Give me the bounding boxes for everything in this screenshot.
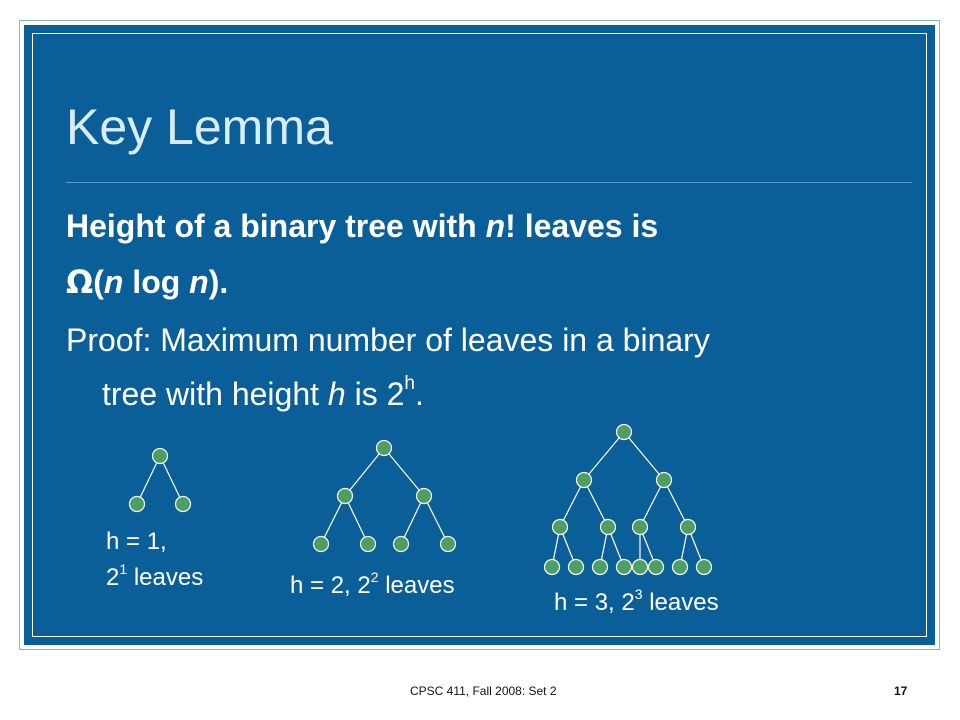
tree-node [314, 537, 329, 552]
label-suffix: leaves [378, 572, 455, 599]
tree-1-label-line-2 [106, 561, 204, 591]
proof-text: is 2 [345, 376, 405, 412]
tree-height-3 [552, 432, 704, 567]
tree-node [601, 520, 616, 535]
tree-2-label [290, 569, 455, 599]
tree-edge [624, 432, 664, 480]
proof-text: . [414, 376, 424, 412]
tree-height-1-nodes [130, 449, 191, 512]
label-exponent: 2 [370, 569, 379, 585]
omega-symbol: Ω [66, 263, 94, 301]
tree-1-label-line-1: h = 1, [106, 528, 167, 555]
tree-node [417, 489, 432, 504]
label-base: 2 [357, 572, 371, 599]
label-suffix: leaves [127, 564, 204, 591]
variable-n: n [485, 208, 506, 244]
label-exponent: 1 [119, 561, 128, 577]
tree-node [577, 473, 592, 488]
slide-title: Key Lemma [66, 99, 333, 155]
tree-node [633, 560, 648, 575]
tree-node [569, 560, 584, 575]
exponent-h: h [404, 373, 415, 395]
lemma-text: ! leaves is [505, 208, 659, 244]
tree-node [361, 537, 376, 552]
tree-node [657, 473, 672, 488]
lemma-text: log [123, 264, 190, 300]
tree-node [176, 497, 191, 512]
tree-node [593, 560, 608, 575]
tree-node [130, 497, 145, 512]
tree-node [681, 520, 696, 535]
lemma-text: ). [208, 264, 229, 300]
tree-edge [384, 448, 424, 496]
tree-node [545, 560, 560, 575]
lemma-text: Height of a binary tree with [66, 208, 486, 244]
label-exponent: 3 [634, 586, 643, 602]
footer-course-info: CPSC 411, Fall 2008: Set 2 [410, 684, 557, 698]
label-base: 2 [106, 564, 120, 591]
tree-node [617, 560, 632, 575]
tree-node [441, 537, 456, 552]
tree-3-label [554, 586, 719, 616]
tree-edge [345, 448, 384, 496]
tree-node [697, 560, 712, 575]
tree-node [394, 537, 409, 552]
tree-edge [584, 432, 624, 480]
tree-node [153, 449, 168, 464]
tree-node [673, 560, 688, 575]
proof-line-1: Proof: Maximum number of leaves in a binary [66, 322, 710, 358]
tree-node [633, 520, 648, 535]
proof-text: tree with height [102, 376, 328, 412]
slide-number: 17 [894, 684, 908, 698]
variable-h: h [327, 376, 346, 412]
tree-node [649, 560, 664, 575]
label-base: 2 [621, 589, 635, 616]
label-prefix: h = 2, [290, 572, 358, 599]
tree-node [617, 425, 632, 440]
tree-node [553, 520, 568, 535]
tree-height-2-nodes [314, 441, 456, 552]
label-suffix: leaves [642, 589, 719, 616]
variable-n: n [103, 264, 124, 300]
label-prefix: h = 3, [554, 589, 622, 616]
variable-n: n [189, 264, 209, 300]
lemma-text: ( [93, 264, 104, 300]
tree-node [377, 441, 392, 456]
tree-node [338, 489, 353, 504]
